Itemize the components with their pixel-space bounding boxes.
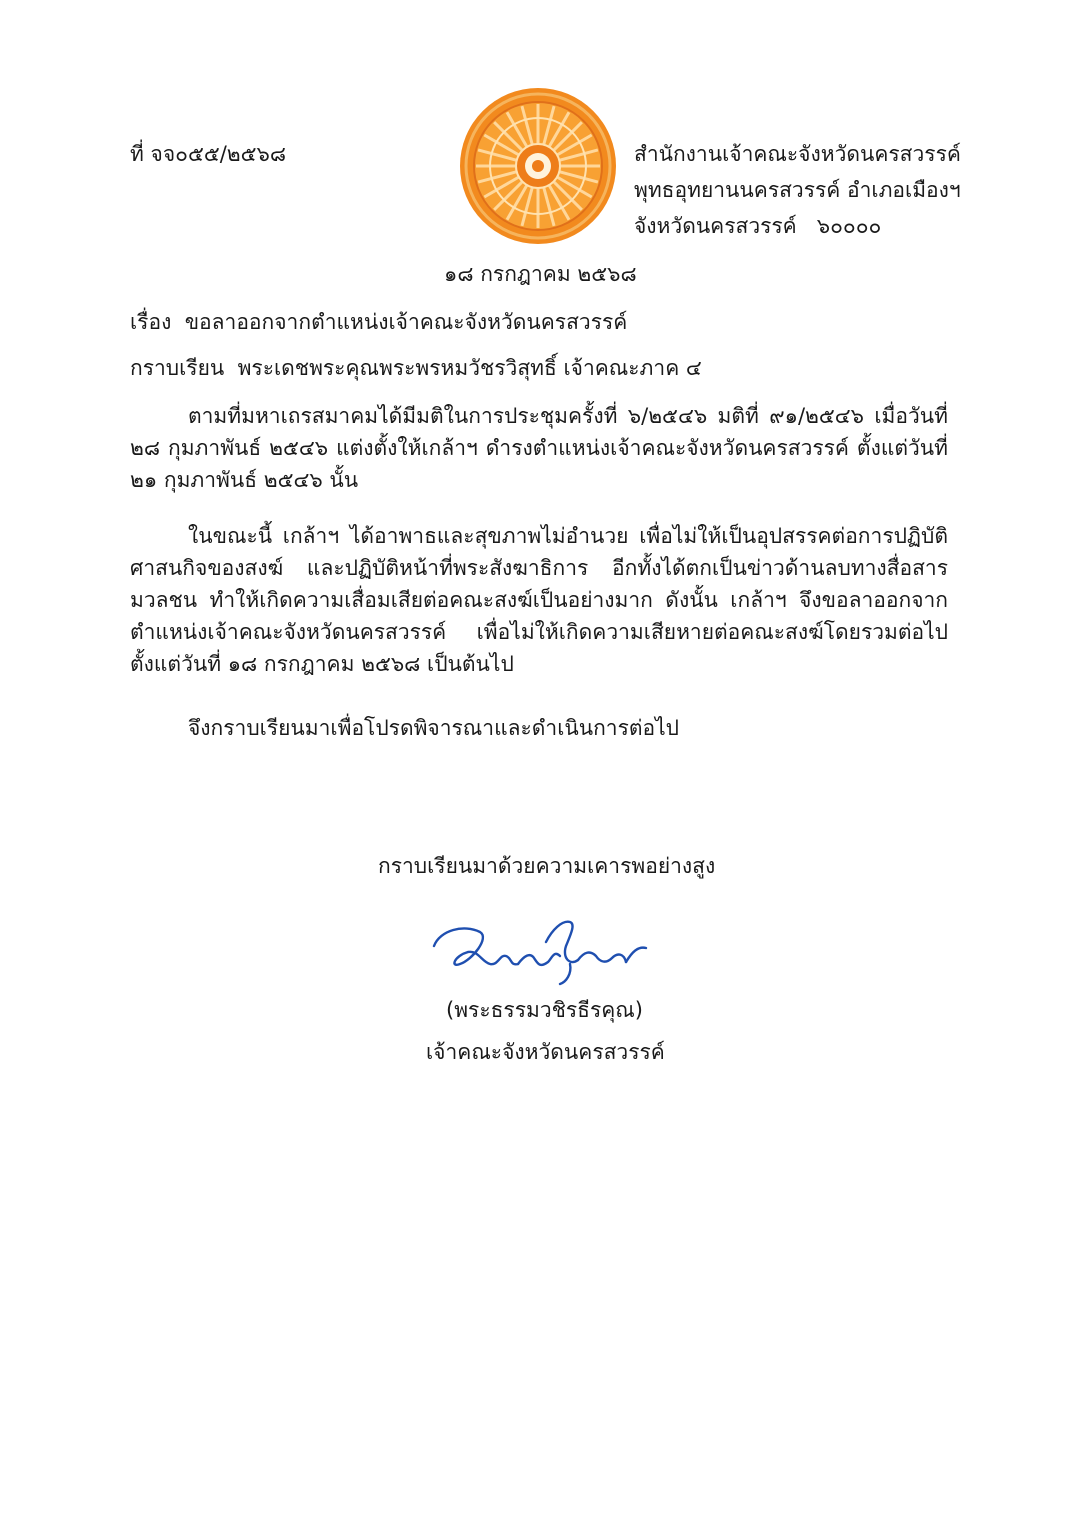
subject-line xyxy=(130,306,627,338)
dharma-wheel-icon xyxy=(458,86,618,246)
body-paragraph-3: จึงกราบเรียนมาเพื่อโปรดพิจารณาและดำเนินการต่อไป xyxy=(188,716,680,740)
office-line-2: พุทธอุทยานนครสวรรค์ อำเภอเมืองฯ xyxy=(634,178,961,202)
subject-label: เรื่อง xyxy=(130,310,172,334)
signature-image xyxy=(420,912,660,992)
subject-text: ขอลาออกจากตำแหน่งเจ้าคณะจังหวัดนครสวรรค์ xyxy=(184,310,628,334)
salutation-label: กราบเรียน xyxy=(130,356,225,380)
letter-date: ๑๘ กรกฎาคม ๒๕๖๘ xyxy=(444,262,637,286)
signer-name: (พระธรรมวชิรธีรคุณ) xyxy=(446,998,643,1022)
office-line-3: จังหวัดนครสวรรค์ ๖๐๐๐๐ xyxy=(634,214,882,238)
closing-line: กราบเรียนมาด้วยความเคารพอย่างสูง xyxy=(378,854,716,878)
office-line-1: สำนักงานเจ้าคณะจังหวัดนครสวรรค์ xyxy=(634,142,961,166)
body-paragraph-2: ในขณะนี้ เกล้าฯ ได้อาพาธและสุขภาพไม่อำนวย เพื่อไม่ให้เป็นอุปสรรคต่อการปฏิบัติศาสนกิจของสงฆ์ และปฏิบัติหน้าที่พระสังฆาธิการ อีกทั้งได้ตกเป็นข่าวด้านลบทางสื่อสารมวลชน ทำให้เกิดความเสื่อมเสียต่อคณะสงฆ์เป็นอย่างมาก ดังนั้น เกล้าฯ จึงขอลาออกจากตำแหน่งเจ้าคณะจังหวัดนครสวรรค์ เพื่อไม่ให้เกิดความเสียหายต่อคณะสงฆ์โดยรวมต่อไป ตั้งแต่วันที่ ๑๘ กรกฎาคม ๒๕๖๘ เป็นต้นไป xyxy=(130,524,948,676)
body-paragraph-1: ตามที่มหาเถรสมาคมได้มีมติในการประชุมครั้งที่ ๖/๒๕๔๖ มติที่ ๙๑/๒๕๔๖ เมื่อวันที่ ๒๘ กุมภาพันธ์ ๒๕๔๖ แต่งตั้งให้เกล้าฯ ดำรงตำแหน่งเจ้าคณะจังหวัดนครสวรรค์ ตั้งแต่วันที่ ๒๑ กุมภาพันธ์ ๒๕๔๖ นั้น xyxy=(130,404,948,492)
signer-position: เจ้าคณะจังหวัดนครสวรรค์ xyxy=(426,1040,665,1064)
salutation-text: พระเดชพระคุณพระพรหมวัชรวิสุทธิ์ เจ้าคณะภาค ๔ xyxy=(237,356,702,380)
salutation-line xyxy=(130,352,702,384)
reference-number: ที่ จจ๐๕๕/๒๕๖๘ xyxy=(130,142,287,166)
